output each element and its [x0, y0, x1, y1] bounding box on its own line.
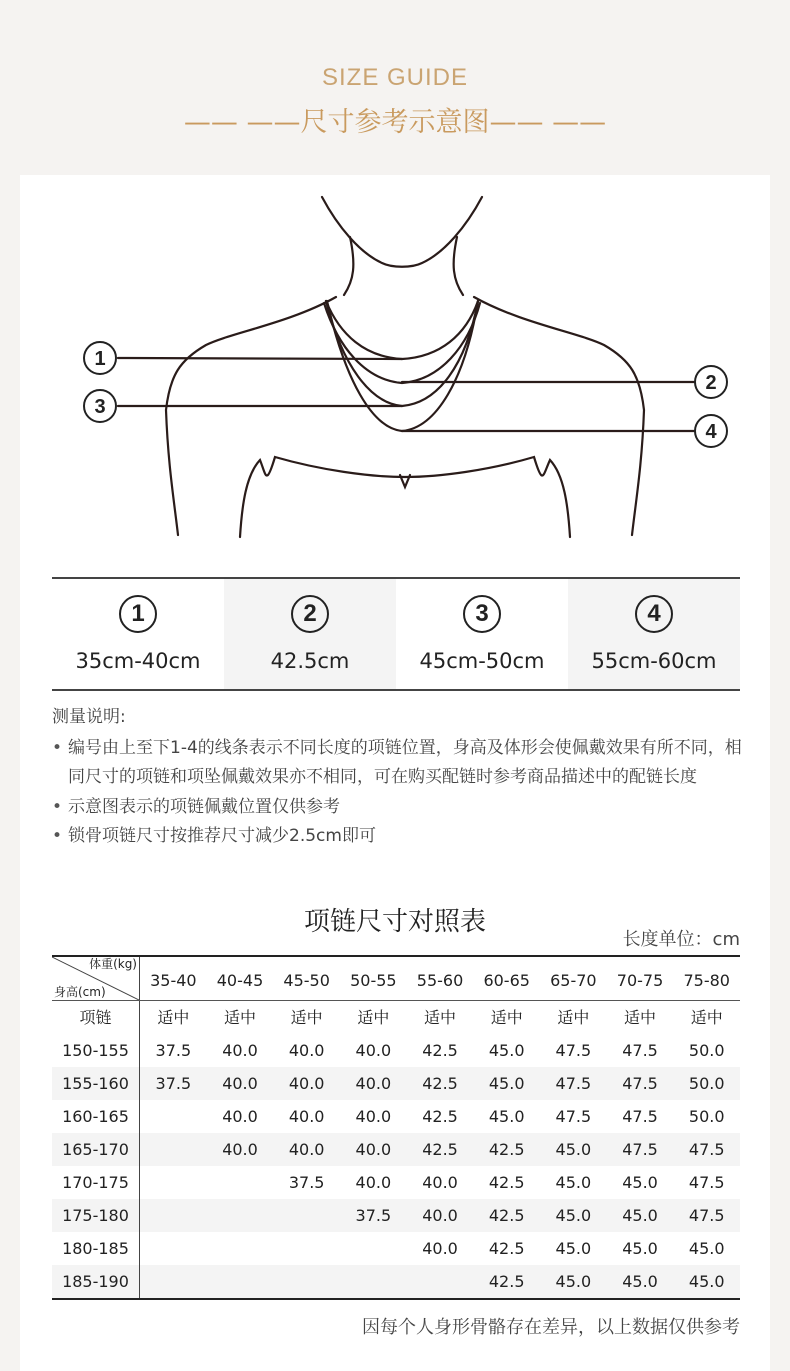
length-cell-value: 45.0: [488, 1074, 525, 1093]
length-cell-value: 42.5: [488, 1140, 525, 1159]
page-header: [0, 0, 790, 175]
weight-header: 75-80: [683, 971, 730, 990]
length-cell-value: 47.5: [622, 1041, 658, 1060]
note-item: • 锁骨项链尺寸按推荐尺寸减少2.5cm即可: [52, 822, 752, 852]
length-cell-value: 45.0: [622, 1206, 658, 1225]
unit-label: 长度单位：cm: [622, 929, 740, 950]
length-cell-value: 47.5: [688, 1173, 725, 1192]
fit-value: 适中: [490, 1008, 523, 1027]
note-item: • 编号由上至下1-4的线条表示不同长度的项链位置，身高及体形会使佩戴效果有所不同，相同尺寸的项链和项坠佩戴效果亦不相同，可在购买配链时参考商品描述中的配链长度: [52, 734, 752, 793]
length-cell-value: 37.5: [155, 1074, 192, 1093]
length-cell-value: 45.0: [622, 1239, 658, 1258]
table-row: [52, 1067, 740, 1100]
height-range: 150-155: [52, 1034, 140, 1067]
height-range: 180-185: [52, 1232, 140, 1265]
length-cell-value: 42.5: [488, 1173, 525, 1192]
length-cell-value: 45.0: [555, 1173, 592, 1192]
length-value: 55cm-60cm: [591, 649, 717, 673]
length-cell-value: 47.5: [622, 1074, 658, 1093]
length-number: 3: [463, 595, 501, 633]
chin-outline: [322, 197, 482, 267]
length-cell-value: [340, 1232, 407, 1265]
fit-value: 适中: [224, 1008, 257, 1027]
length-number: 4: [635, 595, 673, 633]
height-range: 185-190: [52, 1265, 140, 1298]
length-cell-value: 45.0: [555, 1206, 592, 1225]
weight-header: 70-75: [616, 971, 664, 990]
length-cell-value: 50.0: [688, 1074, 725, 1093]
table-row: [52, 1034, 740, 1067]
table-header-row: [52, 957, 740, 1001]
fit-value: 适中: [557, 1008, 590, 1027]
size-table-title: 项链尺寸对照表: [303, 907, 486, 937]
length-cell-value: [207, 1199, 274, 1232]
length-cell-value: [140, 1166, 207, 1199]
length-cell-value: 40.0: [222, 1074, 258, 1093]
fit-value: 适中: [424, 1008, 457, 1027]
weight-header: 40-45: [216, 971, 264, 990]
length-cell-value: 42.5: [422, 1107, 458, 1126]
table-row: [52, 1166, 740, 1199]
length-number: 2: [291, 595, 329, 633]
weight-header: 65-70: [550, 971, 597, 990]
length-cell-value: 47.5: [688, 1140, 725, 1159]
length-cell-value: 50.0: [688, 1107, 725, 1126]
length-cell-value: 37.5: [288, 1173, 325, 1192]
length-cell-value: 45.0: [488, 1041, 525, 1060]
length-cell-value: 40.0: [222, 1041, 258, 1060]
weight-axis-label: 体重(kg): [89, 957, 137, 971]
height-range: 170-175: [52, 1166, 140, 1199]
length-table: [52, 577, 740, 691]
height-range: 165-170: [52, 1133, 140, 1166]
size-guide-subtitle: —— ——尺寸参考示意图—— ——: [183, 107, 607, 138]
length-cell-value: 40.0: [288, 1107, 325, 1126]
neck-right: [454, 237, 463, 295]
neck-illustration: [20, 175, 770, 575]
length-cell-value: [140, 1100, 207, 1133]
length-cell: [224, 579, 396, 689]
length-cell-value: 40.0: [288, 1074, 325, 1093]
table-row: [52, 1133, 740, 1166]
marker-label-1: 1: [94, 348, 106, 370]
length-cell-value: [140, 1232, 207, 1265]
marker-label-2: 2: [705, 372, 717, 394]
length-cell-value: 42.5: [422, 1041, 458, 1060]
length-cell-value: 47.5: [622, 1107, 658, 1126]
shoulder-left: [166, 297, 336, 535]
length-cell-value: 37.5: [355, 1206, 392, 1225]
weight-header: 45-50: [283, 971, 330, 990]
shoulder-right: [474, 297, 644, 535]
weight-header: 60-65: [483, 971, 530, 990]
length-cell-value: 45.0: [622, 1272, 658, 1291]
length-cell-value: [273, 1199, 340, 1232]
length-cell-value: 40.0: [355, 1074, 392, 1093]
height-range: 175-180: [52, 1199, 140, 1232]
length-cell-value: 40.0: [222, 1107, 258, 1126]
length-cell-value: 42.5: [488, 1239, 525, 1258]
note-item: • 示意图表示的项链佩戴位置仅供参考: [52, 793, 752, 823]
table-row: [52, 1265, 740, 1298]
length-cell-value: [207, 1166, 274, 1199]
length-cell-value: [207, 1232, 274, 1265]
length-cell-value: 42.5: [488, 1272, 525, 1291]
length-cell: [52, 579, 224, 689]
fit-row: [52, 1001, 740, 1034]
fit-label: 项链: [52, 1001, 140, 1034]
pointer-line-1: [118, 358, 402, 359]
height-range: 160-165: [52, 1100, 140, 1133]
fit-value: 适中: [624, 1008, 657, 1027]
length-cell-value: 40.0: [422, 1173, 458, 1192]
length-cell-value: 37.5: [155, 1041, 192, 1060]
height-range: 155-160: [52, 1067, 140, 1100]
notes-title: 测量说明:: [52, 707, 126, 727]
weight-header: 55-60: [416, 971, 464, 990]
length-cell-value: 42.5: [488, 1206, 525, 1225]
fit-value: 适中: [157, 1008, 190, 1027]
length-cell-value: 45.0: [622, 1173, 658, 1192]
measurement-notes: [52, 703, 752, 852]
length-cell-value: 47.5: [555, 1107, 592, 1126]
fit-value: 适中: [690, 1008, 723, 1027]
length-cell-value: [140, 1133, 207, 1166]
length-cell-value: [340, 1265, 407, 1298]
length-cell-value: 40.0: [288, 1041, 325, 1060]
table-row: [52, 1100, 740, 1133]
table-row: [52, 1232, 740, 1265]
length-cell-value: 40.0: [355, 1140, 392, 1159]
length-cell-value: [273, 1265, 340, 1298]
neck-left: [344, 237, 353, 295]
length-cell-value: 47.5: [622, 1140, 658, 1159]
marker-label-3: 3: [94, 396, 106, 418]
length-cell-value: 40.0: [422, 1206, 458, 1225]
length-cell-value: 47.5: [555, 1041, 592, 1060]
length-cell-value: 42.5: [422, 1140, 458, 1159]
length-cell-value: 45.0: [688, 1239, 725, 1258]
length-cell-value: 40.0: [288, 1140, 325, 1159]
length-cell-value: 45.0: [688, 1272, 725, 1291]
weight-header: 50-55: [350, 971, 397, 990]
length-value: 42.5cm: [270, 649, 350, 673]
length-cell-value: 42.5: [422, 1074, 458, 1093]
length-cell-value: 40.0: [355, 1107, 392, 1126]
fit-value: 适中: [290, 1008, 323, 1027]
fit-value: 适中: [357, 1008, 390, 1027]
size-guide-title: SIZE GUIDE: [321, 64, 469, 91]
length-cell: [568, 579, 740, 689]
length-cell-value: 47.5: [555, 1074, 592, 1093]
length-cell-value: 50.0: [688, 1041, 725, 1060]
size-chart-table: [52, 955, 740, 1300]
length-cell-value: 45.0: [488, 1107, 525, 1126]
weight-header: 35-40: [150, 971, 197, 990]
length-cell-value: 40.0: [355, 1173, 392, 1192]
length-cell-value: 40.0: [222, 1140, 258, 1159]
table-row: [52, 1199, 740, 1232]
length-value: 35cm-40cm: [75, 649, 201, 673]
length-cell-value: [407, 1265, 474, 1298]
size-guide-card: [20, 175, 770, 1371]
length-number: 1: [119, 595, 157, 633]
footnote: 因每个人身形骨骼存在差异，以上数据仅供参考: [362, 1317, 740, 1338]
corner-cell: [52, 957, 140, 1000]
length-value: 45cm-50cm: [419, 649, 545, 673]
height-axis-label: 身高(cm): [54, 985, 106, 999]
marker-label-4: 4: [705, 421, 717, 443]
length-cell-value: 45.0: [555, 1239, 592, 1258]
length-cell-value: 45.0: [555, 1140, 592, 1159]
length-cell-value: [140, 1199, 207, 1232]
length-cell-value: 40.0: [422, 1239, 458, 1258]
length-cell-value: 45.0: [555, 1272, 592, 1291]
length-cell-value: [140, 1265, 207, 1298]
length-cell: [396, 579, 568, 689]
chest-line: [240, 457, 570, 537]
length-cell-value: [207, 1265, 274, 1298]
length-cell-value: 40.0: [355, 1041, 392, 1060]
length-cell-value: [273, 1232, 340, 1265]
length-cell-value: 47.5: [688, 1206, 725, 1225]
